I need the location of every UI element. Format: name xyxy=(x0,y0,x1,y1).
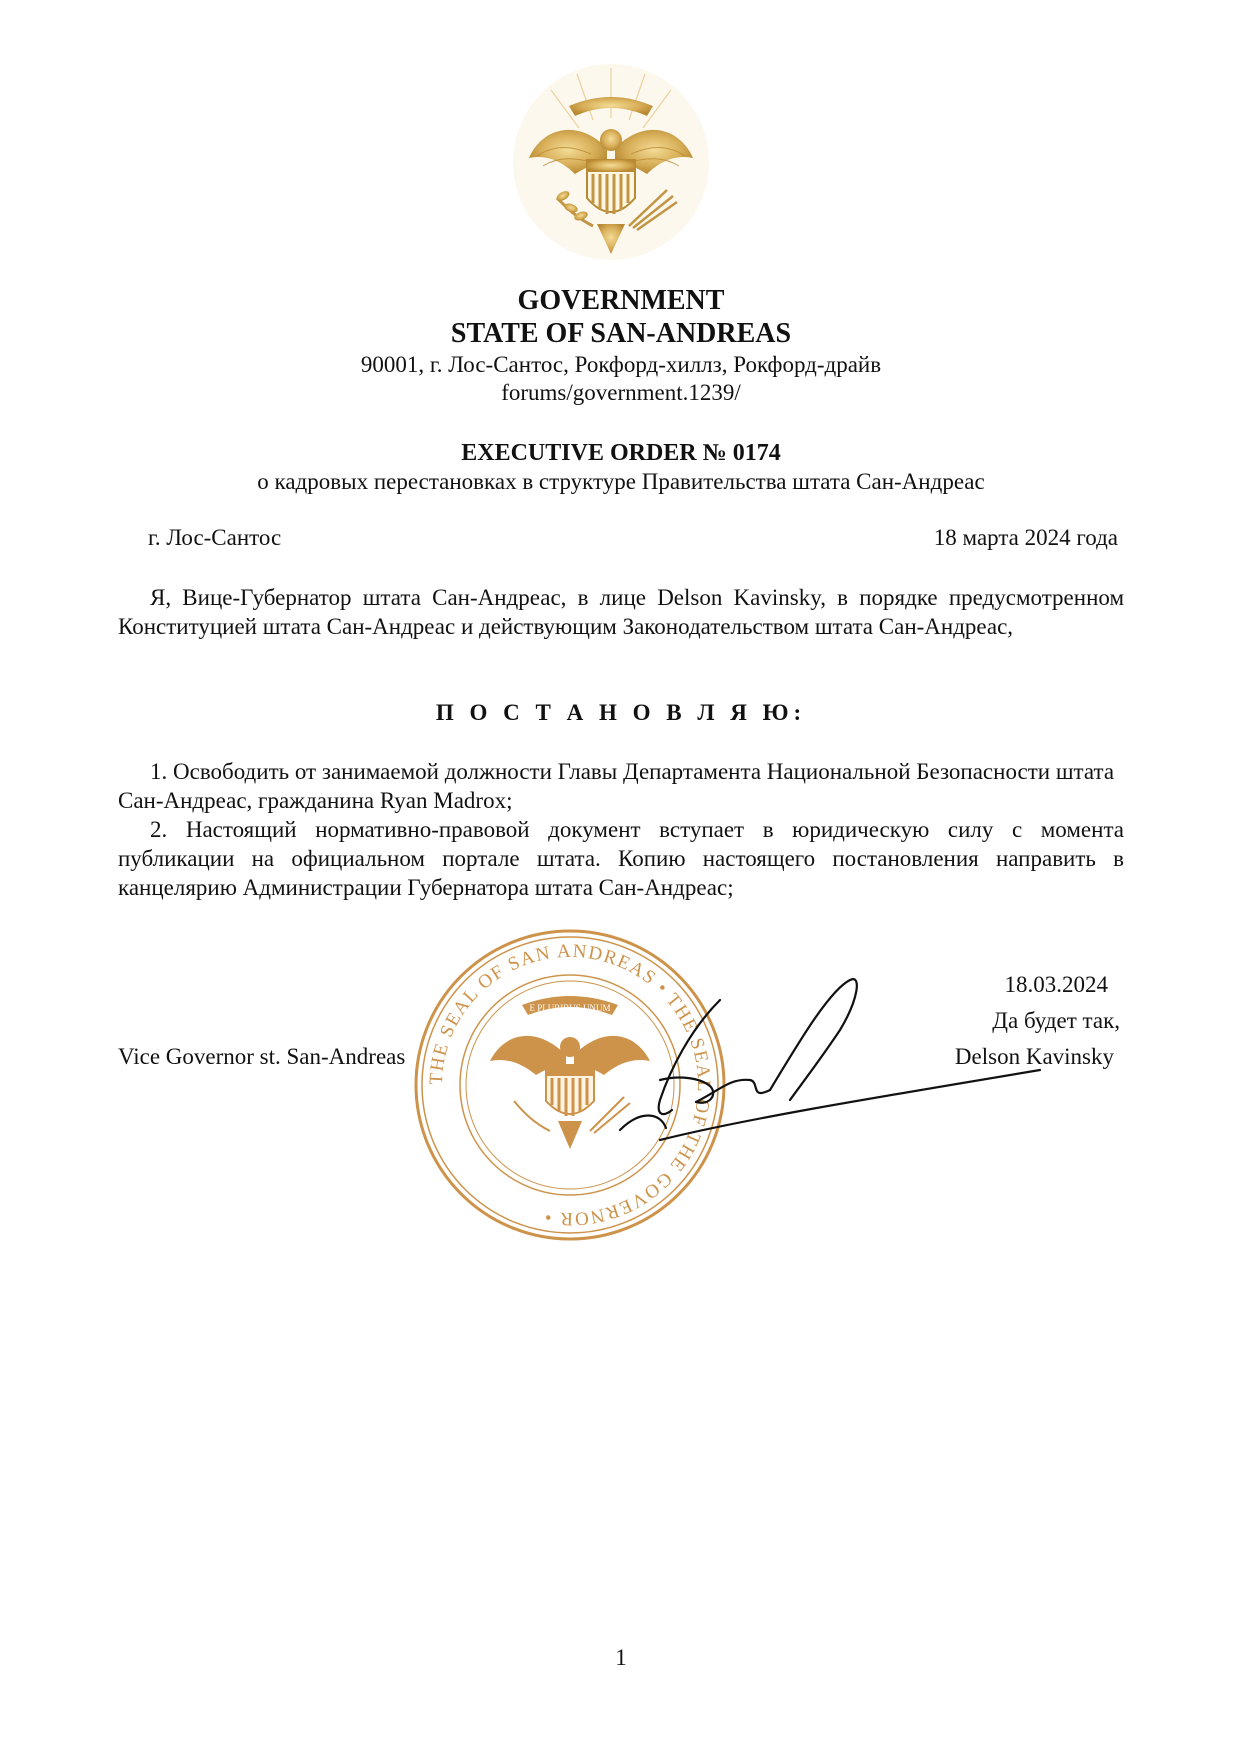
decree-item-2: 2. Настоящий нормативно-правовой документ вступает в юридическую силу с момента публикации на официальном портале штата. Копию настоящего постановления направить в канцелярию Администрации Губернатора штата Сан-Андреас; xyxy=(118,817,1124,900)
signer-role: Vice Governor st. San-Andreas xyxy=(118,1044,406,1069)
state-title: STATE OF SAN-ANDREAS xyxy=(450,318,792,349)
order-date: 18 марта 2024 года xyxy=(933,525,1118,550)
address-line: 90001, г. Лос-Сантос, Рокфорд-хиллз, Рокфорд-драйв xyxy=(360,352,882,377)
preamble-paragraph: Я, Вице-Губернатор штата Сан-Андреас, в лице Delson Kavinsky, в порядке предусмотренном Конституцией штата Сан-Андреас и действующим Законодательством штата Сан-Андреас, xyxy=(118,585,1124,639)
seal-motto: E PLURIBUS UNUM xyxy=(529,1003,611,1013)
government-title: GOVERNMENT xyxy=(517,285,725,316)
decree-item-1: 1. Освободить от занимаемой должности Главы Департамента Национальной Безопасности штата Сан-Андреас, гражданина Ryan Madrox; xyxy=(118,759,1115,813)
decree-heading: П О С Т А Н О В Л Я Ю: xyxy=(435,700,807,725)
order-title: EXECUTIVE ORDER № 0174 xyxy=(461,440,781,466)
eagle-emblem-icon xyxy=(507,58,715,270)
forum-link[interactable]: forums/government.1239/ xyxy=(501,380,741,405)
signer-name: Delson Kavinsky xyxy=(954,1044,1114,1069)
order-city: г. Лос-Сантос xyxy=(148,525,282,550)
signature-phrase: Да будет так, xyxy=(992,1008,1120,1033)
signature-date: 18.03.2024 xyxy=(1004,972,1108,997)
handwritten-signature xyxy=(600,960,1050,1170)
order-subtitle: о кадровых перестановках в структуре Правительства штата Сан-Андреас xyxy=(257,469,985,494)
page-number: 1 xyxy=(615,1645,627,1670)
seal-ring-text: THE SEAL OF SAN ANDREAS • THE SEAL OF THE GOVERNOR • xyxy=(425,940,715,1230)
